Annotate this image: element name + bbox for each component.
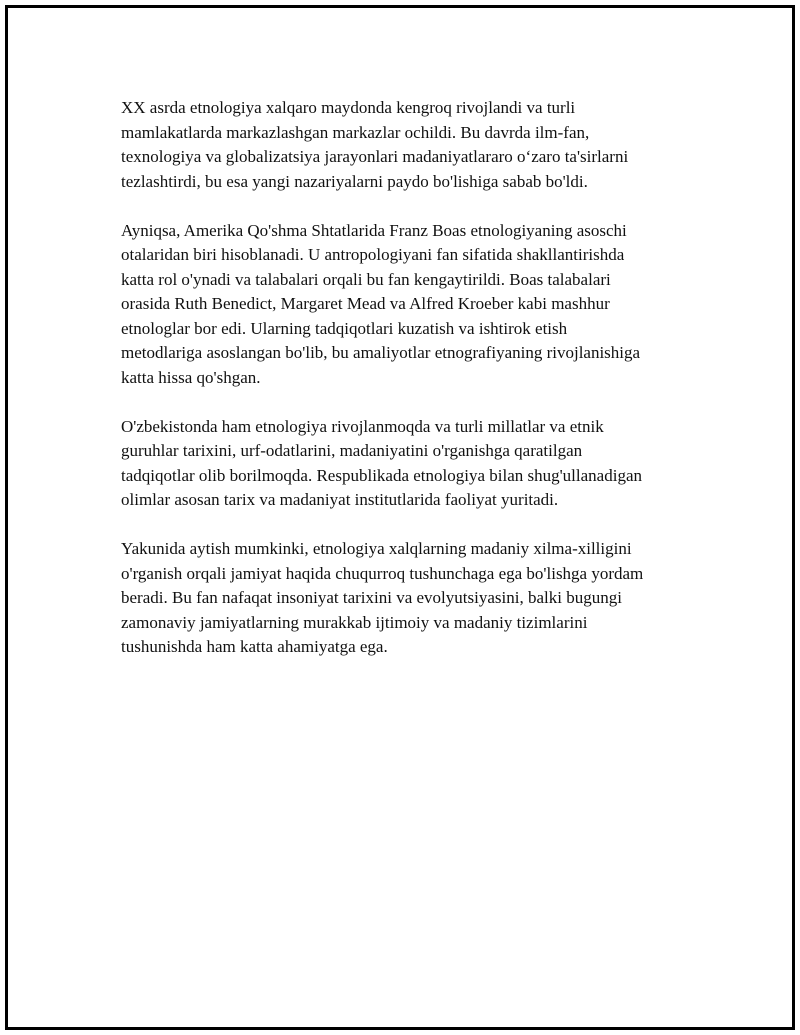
text-line: tezlashtirdi, bu esa yangi nazariyalarni paydo bo'lishiga sabab bo'ldi. [121, 171, 588, 191]
document-body [121, 96, 701, 684]
paragraph-2 [121, 219, 701, 391]
text-line: orasida Ruth Benedict, Margaret Mead va Alfred Kroeber kabi mashhur [121, 294, 610, 313]
text-line: o'rganish orqali jamiyat haqida chuqurroq tushunchaga ega bo'lishga yordam [121, 563, 644, 583]
text-line: beradi. Bu fan nafaqat insoniyat tarixini va evolyutsiyasini, balki bugungi [121, 588, 622, 607]
text-line: O'zbekistonda ham etnologiya rivojlanmoqda va turli millatlar va etnik [121, 416, 604, 436]
text-line: Yakunida aytish mumkinki, etnologiya xalqlarning madaniy xilma-xilligini [121, 539, 632, 558]
text-line: tushunishda ham katta ahamiyatga ega. [121, 637, 388, 656]
text-line: katta hissa qo'shgan. [121, 367, 261, 387]
text-line: Ayniqsa, Amerika Qo'shma Shtatlarida Franz Boas etnologiyaning asoschi [121, 220, 627, 240]
text-line: metodlariga asoslangan bo'lib, bu amaliyotlar etnografiyaning rivojlanishiga [121, 343, 641, 362]
text-line: olimlar asosan tarix va madaniyat institutlarida faoliyat yuritadi. [121, 490, 559, 509]
text-line: etnologlar bor edi. Ularning tadqiqotlari kuzatish va ishtirok etish [121, 318, 568, 338]
text-line: otalaridan biri hisoblanadi. U antropologiyani fan sifatida shakllantirishda [121, 245, 625, 264]
paragraph-1 [121, 96, 701, 194]
text-line: guruhlar tarixini, urf-odatlarini, madaniyatini o'rganishga qaratilgan [121, 441, 583, 460]
text-line: zamonaviy jamiyatlarning murakkab ijtimoiy va madaniy tizimlarini [121, 612, 588, 632]
paragraph-4 [121, 537, 701, 660]
paragraph-3 [121, 415, 701, 513]
text-line: mamlakatlarda markazlashgan markazlar ochildi. Bu davrda ilm-fan, [121, 122, 590, 142]
document-page [5, 5, 795, 1030]
text-line: tadqiqotlar olib borilmoqda. Respublikada etnologiya bilan shug'ullanadigan [121, 465, 642, 485]
text-line: XX asrda etnologiya xalqaro maydonda kengroq rivojlandi va turli [121, 98, 576, 117]
text-line: texnologiya va globalizatsiya jarayonlari madaniyatlararo o‘zaro ta'sirlarni [121, 147, 629, 166]
text-line: katta rol o'ynadi va talabalari orqali bu fan kengaytirildi. Boas talabalari [121, 269, 611, 289]
